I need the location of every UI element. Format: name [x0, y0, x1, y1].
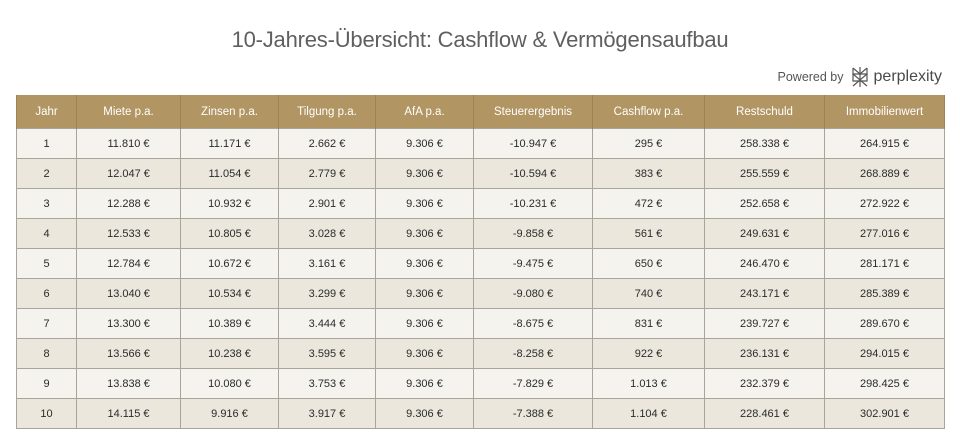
table-cell: 9.306 €: [376, 369, 474, 399]
table-cell: 9.306 €: [376, 189, 474, 219]
page-title: 10-Jahres-Übersicht: Cashflow & Vermögensaufbau: [231, 27, 729, 52]
table-cell: 3.299 €: [279, 279, 376, 309]
table-cell: 9.306 €: [376, 219, 474, 249]
table-cell: 13.040 €: [77, 279, 181, 309]
table-cell: 10.080 €: [181, 369, 279, 399]
table-cell: 239.727 €: [705, 309, 825, 339]
table-cell: 5: [17, 249, 77, 279]
table-row: [17, 279, 945, 309]
table-row: [17, 159, 945, 189]
table-cell: 302.901 €: [825, 399, 945, 429]
table-cell: 10.932 €: [181, 189, 279, 219]
table-cell: 6: [17, 279, 77, 309]
table-cell: -7.388 €: [474, 399, 593, 429]
table-cell: 228.461 €: [705, 399, 825, 429]
table-cell: 11.810 €: [77, 129, 181, 159]
table-cell: 2.662 €: [279, 129, 376, 159]
table-cell: 285.389 €: [825, 279, 945, 309]
table-cell: 9.306 €: [376, 279, 474, 309]
table-cell: 236.131 €: [705, 339, 825, 369]
table-cell: 4: [17, 219, 77, 249]
table-cell: 8: [17, 339, 77, 369]
table-cell: 561 €: [593, 219, 705, 249]
powered-by-badge: [778, 66, 943, 88]
table-cell: 277.016 €: [825, 219, 945, 249]
table-cell: 831 €: [593, 309, 705, 339]
table-cell: 9.306 €: [376, 249, 474, 279]
table-row: [17, 249, 945, 279]
table-cell: 10.805 €: [181, 219, 279, 249]
column-header: Miete p.a.: [77, 95, 181, 129]
table-row: [17, 129, 945, 159]
table-cell: 249.631 €: [705, 219, 825, 249]
table-cell: -10.594 €: [474, 159, 593, 189]
table-cell: 650 €: [593, 249, 705, 279]
column-header: Zinsen p.a.: [181, 95, 279, 129]
table-cell: 10.238 €: [181, 339, 279, 369]
table-row: [17, 339, 945, 369]
table-cell: 1.104 €: [593, 399, 705, 429]
table-cell: 7: [17, 309, 77, 339]
column-header: Steuerergebnis: [474, 95, 593, 129]
table-cell: 268.889 €: [825, 159, 945, 189]
table-cell: -10.231 €: [474, 189, 593, 219]
table-cell: 3.917 €: [279, 399, 376, 429]
table-cell: 3.444 €: [279, 309, 376, 339]
table-cell: 252.658 €: [705, 189, 825, 219]
table-cell: 9.306 €: [376, 159, 474, 189]
column-header: Tilgung p.a.: [279, 95, 376, 129]
table-cell: 12.533 €: [77, 219, 181, 249]
perplexity-logo-icon: [850, 66, 870, 88]
table-cell: 3.028 €: [279, 219, 376, 249]
table-cell: -8.258 €: [474, 339, 593, 369]
table-cell: 2.901 €: [279, 189, 376, 219]
table-cell: 2: [17, 159, 77, 189]
table-cell: 9.916 €: [181, 399, 279, 429]
table-cell: -7.829 €: [474, 369, 593, 399]
table-cell: 10.389 €: [181, 309, 279, 339]
table-cell: 3.161 €: [279, 249, 376, 279]
table-cell: 298.425 €: [825, 369, 945, 399]
table-cell: 14.115 €: [77, 399, 181, 429]
table-header-row: [17, 95, 945, 129]
table-cell: 12.288 €: [77, 189, 181, 219]
table-row: [17, 219, 945, 249]
table-cell: 9.306 €: [376, 309, 474, 339]
table-cell: 9: [17, 369, 77, 399]
table-cell: 472 €: [593, 189, 705, 219]
table-cell: 9.306 €: [376, 399, 474, 429]
table-cell: 1: [17, 129, 77, 159]
table-row: [17, 399, 945, 429]
table-cell: 10.672 €: [181, 249, 279, 279]
column-header: AfA p.a.: [376, 95, 474, 129]
column-header: Cashflow p.a.: [593, 95, 705, 129]
table-cell: 264.915 €: [825, 129, 945, 159]
table-cell: 9.306 €: [376, 339, 474, 369]
table-cell: 740 €: [593, 279, 705, 309]
table-cell: 383 €: [593, 159, 705, 189]
table-cell: 258.338 €: [705, 129, 825, 159]
table-cell: 272.922 €: [825, 189, 945, 219]
table-cell: 243.171 €: [705, 279, 825, 309]
table-cell: 3: [17, 189, 77, 219]
table-cell: 246.470 €: [705, 249, 825, 279]
column-header: Jahr: [17, 95, 77, 129]
column-header: Immobilienwert: [825, 95, 945, 129]
table-cell: 12.047 €: [77, 159, 181, 189]
table-cell: 13.566 €: [77, 339, 181, 369]
column-header: Restschuld: [705, 95, 825, 129]
table-cell: 9.306 €: [376, 129, 474, 159]
table-row: [17, 369, 945, 399]
table-cell: -9.475 €: [474, 249, 593, 279]
table-cell: 10: [17, 399, 77, 429]
table-cell: 294.015 €: [825, 339, 945, 369]
table-cell: 3.753 €: [279, 369, 376, 399]
table-cell: 10.534 €: [181, 279, 279, 309]
table-cell: 295 €: [593, 129, 705, 159]
table-cell: 289.670 €: [825, 309, 945, 339]
table-cell: -9.080 €: [474, 279, 593, 309]
table-cell: -10.947 €: [474, 129, 593, 159]
table-cell: 3.595 €: [279, 339, 376, 369]
table-cell: 11.054 €: [181, 159, 279, 189]
table-cell: 12.784 €: [77, 249, 181, 279]
perplexity-brand: perplexity: [873, 68, 942, 85]
cashflow-table: [16, 95, 945, 429]
table-cell: -9.858 €: [474, 219, 593, 249]
table-cell: -8.675 €: [474, 309, 593, 339]
table-cell: 11.171 €: [181, 129, 279, 159]
table-cell: 2.779 €: [279, 159, 376, 189]
table-cell: 255.559 €: [705, 159, 825, 189]
table-cell: 13.300 €: [77, 309, 181, 339]
table-cell: 232.379 €: [705, 369, 825, 399]
table-cell: 922 €: [593, 339, 705, 369]
table-cell: 1.013 €: [593, 369, 705, 399]
table-row: [17, 189, 945, 219]
table-row: [17, 309, 945, 339]
powered-by-label: Powered by: [777, 70, 844, 84]
table-cell: 281.171 €: [825, 249, 945, 279]
table-cell: 13.838 €: [77, 369, 181, 399]
